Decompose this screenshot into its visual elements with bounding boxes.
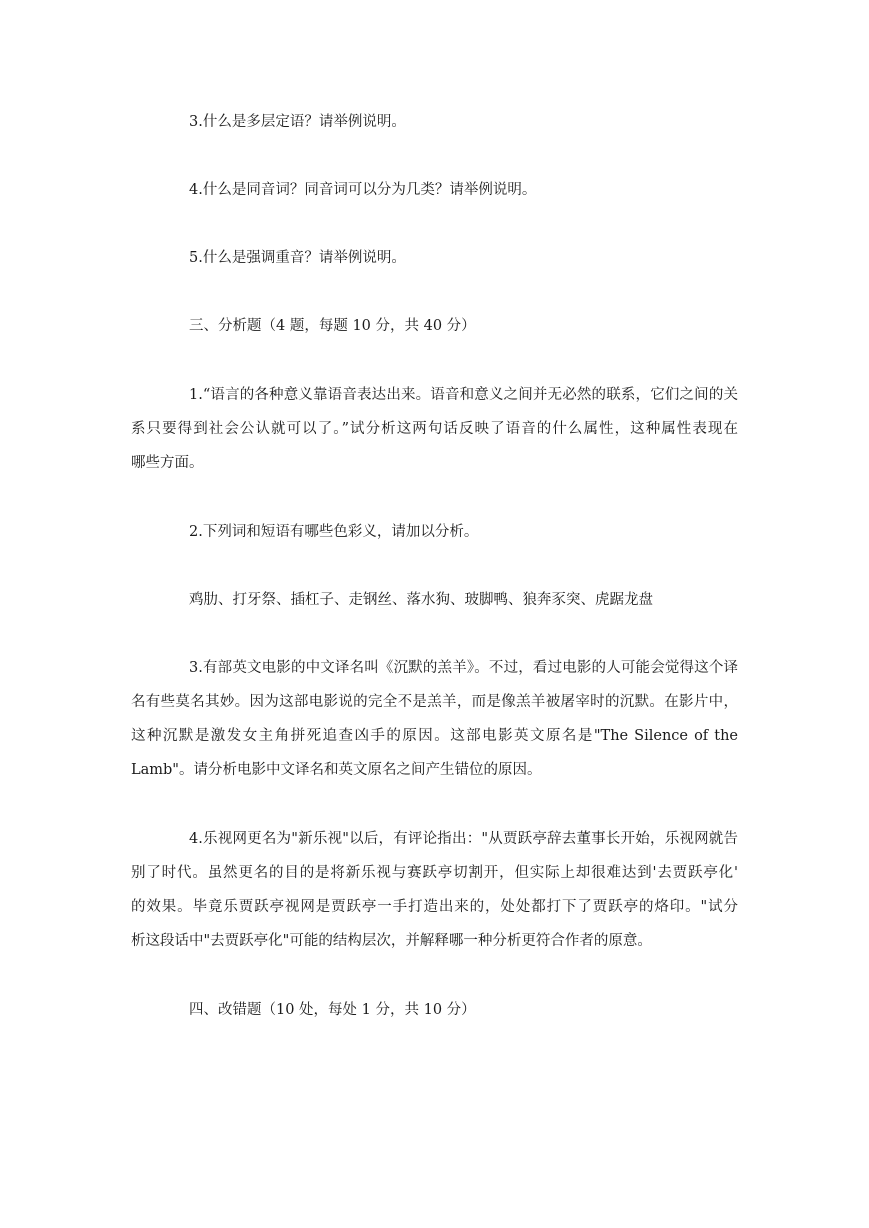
paragraph-line: 系只要得到社会公认就可以了。”试分析这两句话反映了语音的什么属性，这种属性表现在 xyxy=(131,421,738,437)
paragraph-line: 哪些方面。 xyxy=(131,455,204,471)
paragraph-line: 1.“语言的各种意义靠语音表达出来。语音和意义之间并无必然的联系，它们之间的关 xyxy=(189,387,738,403)
paragraph-line: 这种沉默是激发女主角拼死追查凶手的原因。这部电影英文原名是"The Silence of the xyxy=(131,728,738,744)
paragraph-line: 4.乐视网更名为"新乐视"以后，有评论指出："从贾跃亭辞去董事长开始，乐视网就告 xyxy=(189,831,738,847)
question-text: 5.什么是强调重音？请举例说明。 xyxy=(189,250,406,266)
paragraph-line: 别了时代。虽然更名的目的是将新乐视与赛跃亭切割开，但实际上却很难达到'去贾跃亭化' xyxy=(131,865,738,881)
paragraph-line: 3.有部英文电影的中文译名叫《沉默的羔羊》。不过，看过电影的人可能会觉得这个译 xyxy=(189,660,738,676)
word-list xyxy=(131,583,738,617)
section-heading-text: 三、分析题（4 题，每题 10 分，共 40 分） xyxy=(189,318,476,334)
section-heading-text: 四、改错题（10 处，每处 1 分，共 10 分） xyxy=(189,1002,476,1018)
paragraph-line: Lamb"。请分析电影中文译名和英文原名之间产生错位的原因。 xyxy=(131,762,542,778)
paragraph-line: 的效果。毕竟乐贾跃亭视网是贾跃亭一手打造出来的，处处都打下了贾跃亭的烙印。"试分 xyxy=(131,899,738,915)
question-text: 3.什么是多层定语？请举例说明。 xyxy=(189,114,406,130)
question-text: 4.什么是同音词？同音词可以分为几类？请举例说明。 xyxy=(189,182,537,198)
analysis-question-2 xyxy=(131,515,738,549)
word-list-text: 鸡肋、打牙祭、插杠子、走钢丝、落水狗、玻脚鸭、狼奔豕突、虎踞龙盘 xyxy=(189,592,653,608)
question-4-short xyxy=(131,173,738,207)
section-4-heading xyxy=(131,993,738,1027)
paragraph-line: 2.下列词和短语有哪些色彩义，请加以分析。 xyxy=(189,524,479,540)
question-5-short xyxy=(131,241,738,275)
paragraph-line: 析这段话中"去贾跃亭化"可能的结构层次，并解释哪一种分析更符合作者的原意。 xyxy=(131,933,652,949)
analysis-question-4 xyxy=(131,822,738,958)
analysis-question-3 xyxy=(131,651,738,787)
analysis-question-1 xyxy=(131,378,738,480)
paragraph-line: 名有些莫名其妙。因为这部电影说的完全不是羔羊，而是像羔羊被屠宰时的沉默。在影片中， xyxy=(131,694,738,710)
section-3-heading xyxy=(131,309,738,343)
question-3-short xyxy=(131,105,738,139)
